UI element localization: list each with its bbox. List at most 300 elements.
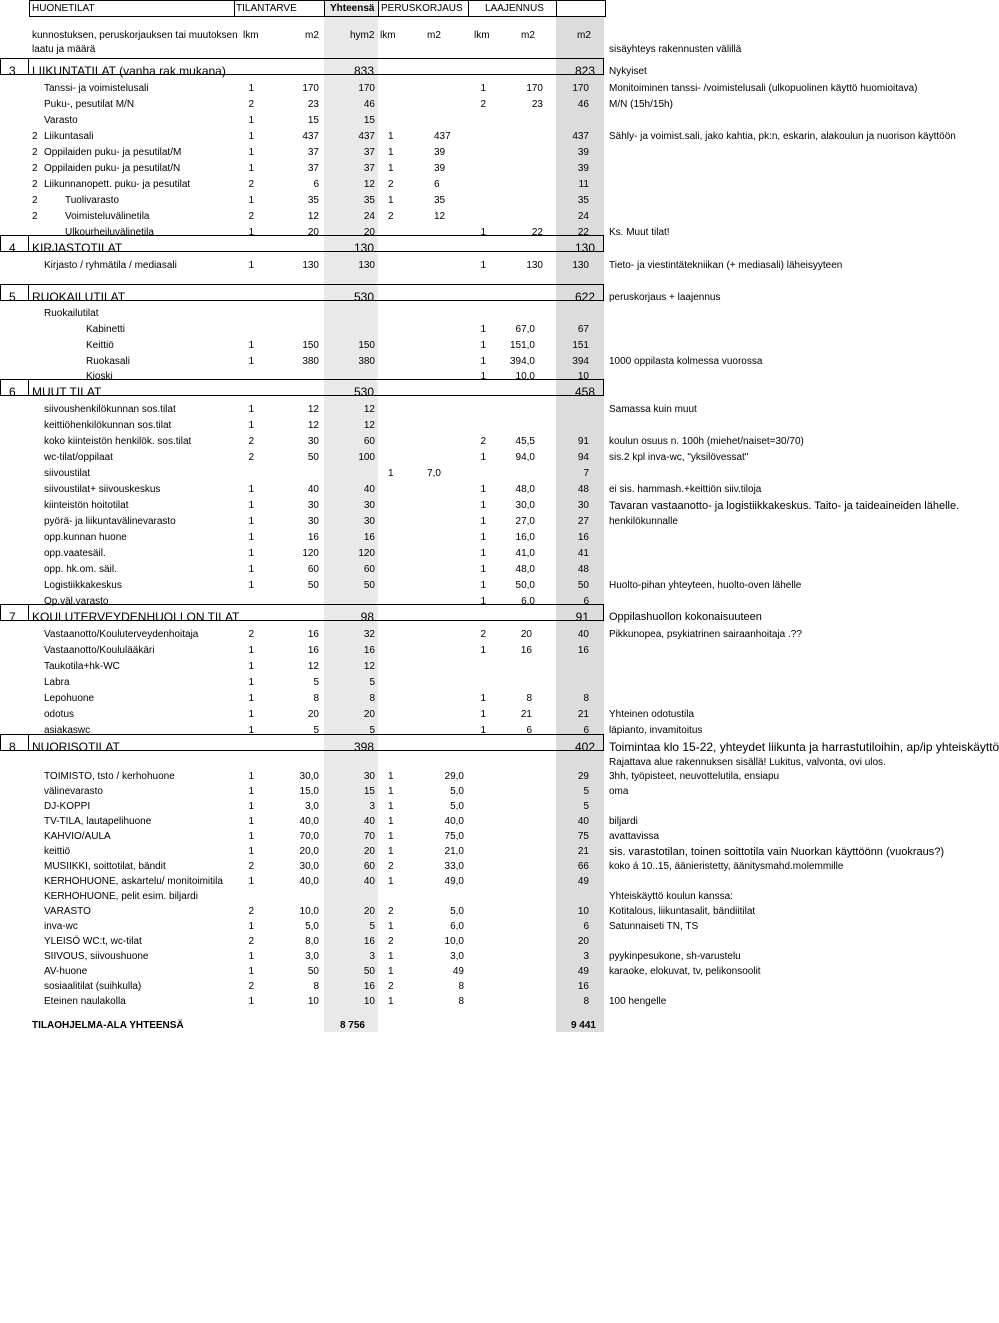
table-cell: 1 (388, 876, 394, 887)
table-cell: 1 (248, 195, 254, 206)
section-heading-cell: 3 (9, 64, 16, 78)
section-box-edge (28, 235, 29, 251)
table-cell: 5,0 (305, 921, 319, 932)
table-cell: 50 (577, 580, 589, 591)
table-cell: siivoustilat+ siivouskeskus (44, 484, 161, 495)
table-cell: 1 (480, 83, 486, 94)
table-cell: 2 (248, 906, 254, 917)
table-cell: 130 (302, 260, 319, 271)
table-cell: Logistiikkakeskus (44, 580, 122, 591)
table-cell: 16 (363, 981, 375, 992)
table-cell: 6 (583, 725, 589, 736)
table-cell: 3,0 (305, 951, 319, 962)
table-cell: 91 (577, 436, 589, 447)
table-cell: Kabinetti (86, 324, 125, 335)
table-cell: 5 (369, 725, 375, 736)
table-cell: Ruokasali (86, 356, 130, 367)
table-cell: DJ-KOPPI (44, 801, 91, 812)
section-box-edge (0, 284, 1, 300)
section-heading-cell: 7 (9, 610, 16, 624)
table-cell: 170 (358, 83, 375, 94)
table-cell: 2 (248, 936, 254, 947)
table-cell: 20 (363, 709, 375, 720)
table-cell: TILAOHJELMA-ALA YHTEENSÄ (32, 1020, 184, 1031)
table-cell: 16 (363, 532, 375, 543)
table-cell: 437 (572, 131, 589, 142)
table-cell: 15 (307, 115, 319, 126)
table-cell: 1 (388, 771, 394, 782)
table-cell: Satunnaiseti TN, TS (609, 921, 699, 932)
table-cell: 1 (248, 484, 254, 495)
table-cell: 20 (363, 227, 375, 238)
table-cell: 30 (577, 500, 589, 511)
table-cell: 2 (388, 211, 394, 222)
table-cell: 394,0 (509, 356, 535, 367)
table-cell: 16 (577, 532, 589, 543)
table-cell: 20 (363, 906, 375, 917)
table-cell: 15,0 (299, 786, 319, 797)
table-cell: 2 (248, 861, 254, 872)
header-label: lkm (474, 30, 490, 41)
table-cell: 1 (248, 831, 254, 842)
table-cell: 16 (577, 645, 589, 656)
table-cell: 2 (480, 629, 486, 640)
table-cell: 40 (577, 816, 589, 827)
table-cell: 437 (358, 131, 375, 142)
table-cell: 35 (307, 195, 319, 206)
section-box-edge (0, 734, 1, 750)
table-cell: SIIVOUS, siivoushuone (44, 951, 149, 962)
table-cell: 5,0 (450, 906, 464, 917)
table-cell: Oppilaiden puku- ja pesutilat/M (44, 147, 182, 158)
table-cell: välinevarasto (44, 786, 103, 797)
section-heading-cell: KIRJASTOTILAT (32, 241, 123, 255)
table-cell: 2 (32, 163, 38, 174)
table-cell: 12 (363, 179, 375, 190)
table-cell: 1 (480, 324, 486, 335)
table-cell: 170 (526, 83, 543, 94)
table-cell: YLEISÖ WC:t, wc-tilat (44, 936, 142, 947)
table-cell: 29,0 (444, 771, 464, 782)
table-cell: 1 (248, 83, 254, 94)
table-cell: 22 (577, 227, 589, 238)
table-cell: 1 (248, 147, 254, 158)
section-rule (0, 284, 604, 285)
section-rule (0, 734, 604, 735)
table-cell: 100 hengelle (609, 996, 667, 1007)
table-cell: 5 (583, 801, 589, 812)
section-rule (0, 58, 604, 59)
table-cell: 35 (577, 195, 589, 206)
section-heading-cell: 130 (574, 241, 595, 255)
table-cell: 94,0 (515, 452, 535, 463)
table-cell: 22 (531, 227, 543, 238)
table-cell: oma (609, 786, 629, 797)
table-cell: 1 (248, 709, 254, 720)
table-cell: 37 (307, 147, 319, 158)
table-cell: 1 (388, 468, 394, 479)
table-cell: opp. hk.om. säil. (44, 564, 117, 575)
table-cell: 50 (307, 966, 319, 977)
table-cell: 30 (363, 516, 375, 527)
section-heading-cell: KOULUTERVEYDENHUOLLON TILAT (32, 610, 240, 624)
table-cell: 1 (388, 951, 394, 962)
table-cell: 1 (248, 580, 254, 591)
table-cell: 1 (388, 163, 394, 174)
table-cell: 1 (248, 645, 254, 656)
table-cell: 1 (248, 876, 254, 887)
table-cell: 10,0 (444, 936, 464, 947)
table-cell: 94 (577, 452, 589, 463)
header-divider (378, 0, 379, 17)
table-cell: 1 (480, 340, 486, 351)
table-cell: 1 (388, 831, 394, 842)
table-cell: Huolto-pihan yhteyteen, huolto-oven lähelle (609, 580, 802, 591)
table-cell: 3,0 (450, 951, 464, 962)
table-cell: 1 (388, 786, 394, 797)
table-cell: 30 (307, 516, 319, 527)
table-cell: 1 (388, 147, 394, 158)
table-cell: 2 (388, 981, 394, 992)
table-cell: 150 (358, 340, 375, 351)
table-cell: 1 (388, 966, 394, 977)
table-cell: opp.vaatesäil. (44, 548, 106, 559)
header-label: Yhteensä (330, 3, 375, 14)
header-label: laatu ja määrä (32, 44, 96, 55)
table-cell: 1 (480, 709, 486, 720)
section-box-edge (603, 235, 604, 251)
table-cell: Ruokailutilat (44, 308, 99, 319)
table-cell: 380 (302, 356, 319, 367)
table-cell: 46 (363, 99, 375, 110)
table-cell: 12 (307, 404, 319, 415)
table-cell: Samassa kuin muut (609, 404, 697, 415)
table-cell: 1 (248, 801, 254, 812)
header-label: kunnostuksen, peruskorjauksen tai muutoksen (32, 30, 238, 41)
table-cell: 1 (480, 371, 486, 382)
section-heading-cell: 91 (575, 610, 589, 624)
table-cell: 1 (248, 966, 254, 977)
table-cell: Liikuntasali (44, 131, 94, 142)
table-cell: 8 (458, 996, 464, 1007)
table-cell: 1 (480, 452, 486, 463)
table-cell: 20,0 (299, 846, 319, 857)
table-cell: 1 (388, 131, 394, 142)
table-cell: odotus (44, 709, 75, 720)
table-cell: 12 (434, 211, 446, 222)
table-cell: 130 (526, 260, 543, 271)
table-cell: 120 (302, 548, 319, 559)
table-cell: 1 (248, 420, 254, 431)
header-divider (556, 0, 557, 17)
table-cell: koko kiinteistön henkilök. sos.tilat (44, 436, 192, 447)
table-cell: 1 (480, 725, 486, 736)
table-cell: koulun osuus n. 100h (miehet/naiset=30/70) (609, 436, 804, 447)
table-cell: 8 (583, 693, 589, 704)
table-cell: keittiö (44, 846, 71, 857)
table-cell: 1 (248, 115, 254, 126)
table-cell: 16 (520, 645, 532, 656)
table-cell: 3hh, työpisteet, neuvottelutila, ensiapu (609, 771, 780, 782)
table-cell: 394 (572, 356, 589, 367)
table-cell: Liikunnanopett. puku- ja pesutilat (44, 179, 191, 190)
table-cell: 20 (363, 846, 375, 857)
table-cell: 8 (583, 996, 589, 1007)
table-cell: 37 (363, 147, 375, 158)
table-cell: 10,0 (515, 371, 535, 382)
section-heading-cell: 458 (574, 385, 595, 399)
table-cell: 12 (363, 661, 375, 672)
header-label: TILANTARVE (236, 3, 297, 14)
table-cell: 130 (358, 260, 375, 271)
table-cell: 8 (526, 693, 532, 704)
table-cell: 2 (248, 629, 254, 640)
table-cell: 8 (313, 693, 319, 704)
table-cell: 2 (248, 99, 254, 110)
section-heading-cell: 402 (574, 740, 595, 754)
table-cell: 12 (363, 404, 375, 415)
section-heading-cell: 4 (9, 241, 16, 255)
table-cell: AV-huone (44, 966, 88, 977)
table-cell: 1 (248, 725, 254, 736)
table-cell: 5 (313, 677, 319, 688)
table-cell: Tuolivarasto (65, 195, 120, 206)
table-cell: 49 (452, 966, 464, 977)
table-cell: 1 (480, 532, 486, 543)
table-cell: 1 (248, 996, 254, 1007)
table-cell: 40,0 (299, 816, 319, 827)
table-cell: 37 (363, 163, 375, 174)
table-cell: 1 (248, 548, 254, 559)
section-heading-cell: 8 (9, 740, 16, 754)
table-cell: 6 (434, 179, 440, 190)
table-cell: 1 (248, 516, 254, 527)
table-cell: avattavissa (609, 831, 660, 842)
table-cell: 60 (307, 564, 319, 575)
section-box-edge (28, 734, 29, 750)
table-cell: 3,0 (305, 801, 319, 812)
table-cell: 60 (363, 861, 375, 872)
table-cell: 1 (248, 677, 254, 688)
table-cell: 1 (248, 951, 254, 962)
table-cell: 46 (577, 99, 589, 110)
table-cell: 35 (363, 195, 375, 206)
table-cell: 39 (577, 147, 589, 158)
table-cell: 20 (307, 227, 319, 238)
table-cell: 10,0 (299, 906, 319, 917)
table-cell: 1 (480, 227, 486, 238)
table-cell: 2 (388, 861, 394, 872)
section-heading-cell: LIIKUNTATILAT (vanha rak.mukana) (32, 64, 226, 78)
table-cell: 16 (307, 532, 319, 543)
table-cell: henkilökunnalle (609, 516, 678, 527)
table-cell: 1 (388, 816, 394, 827)
table-cell: 100 (358, 452, 375, 463)
table-cell: 33,0 (444, 861, 464, 872)
table-cell: 5 (369, 677, 375, 688)
table-cell: 170 (302, 83, 319, 94)
table-cell: Keittiö (86, 340, 114, 351)
section-heading-cell: 5 (9, 290, 16, 304)
section-box-edge (603, 284, 604, 300)
table-cell: 5,0 (450, 801, 464, 812)
table-cell: 5 (313, 725, 319, 736)
table-cell: 41,0 (515, 548, 535, 559)
table-cell: 1000 oppilasta kolmessa vuorossa (609, 356, 763, 367)
table-cell: 24 (577, 211, 589, 222)
table-cell: 1 (248, 163, 254, 174)
table-cell: 12 (307, 420, 319, 431)
section-box-edge (603, 379, 604, 395)
table-cell: 70 (363, 831, 375, 842)
header-label: lkm (243, 30, 259, 41)
table-cell: 40 (363, 816, 375, 827)
table-cell: 11 (578, 179, 589, 190)
table-cell: 27,0 (515, 516, 535, 527)
header-divider (468, 0, 469, 17)
table-cell: 50 (307, 452, 319, 463)
table-cell: 21,0 (444, 846, 464, 857)
table-cell: Monitoiminen tanssi- /voimistelusali (ulkopuolinen käyttö huomioitava) (609, 83, 918, 94)
table-cell: 16 (577, 981, 589, 992)
table-cell: 5,0 (450, 786, 464, 797)
section-heading-cell: 398 (353, 740, 374, 754)
total-rule (324, 1031, 604, 1032)
table-cell: 1 (388, 801, 394, 812)
table-cell: 2 (388, 936, 394, 947)
table-cell: 1 (248, 500, 254, 511)
table-cell: Vastaanotto/Kouluterveydenhoitaja (44, 629, 199, 640)
table-cell: 1 (248, 661, 254, 672)
table-cell: KAHVIO/AULA (44, 831, 111, 842)
table-cell: 5 (583, 786, 589, 797)
table-cell: 1 (388, 195, 394, 206)
section-heading-cell: 130 (353, 241, 374, 255)
table-cell: asiakaswc (44, 725, 91, 736)
table-cell: 151,0 (509, 340, 535, 351)
table-cell: 37 (307, 163, 319, 174)
table-cell: 9 441 (570, 1020, 596, 1031)
header-divider (324, 0, 325, 17)
table-cell: 170 (572, 83, 589, 94)
table-cell: 380 (358, 356, 375, 367)
table-cell: sosiaalitilat (suihkulla) (44, 981, 142, 992)
table-cell: 32 (363, 629, 375, 640)
table-cell: 67,0 (515, 324, 535, 335)
table-cell: 10 (363, 996, 375, 1007)
table-cell: 50 (307, 580, 319, 591)
table-cell: 3 (369, 801, 375, 812)
table-cell: Kirjasto / ryhmätila / mediasali (44, 260, 177, 271)
header-label: HUONETILAT (32, 3, 95, 14)
table-cell: Tavaran vastaanotto- ja logistiikkakeskus. Taito- ja taideaineiden lähelle. (609, 500, 960, 512)
section-box-edge (28, 604, 29, 620)
table-cell: 1 (248, 816, 254, 827)
table-cell: MUSIIKKI, soittotilat, bändit (44, 861, 166, 872)
table-cell: 16 (363, 645, 375, 656)
table-cell: 40 (307, 484, 319, 495)
table-cell: 40 (363, 484, 375, 495)
table-cell: 40 (577, 629, 589, 640)
table-cell: 1 (248, 921, 254, 932)
table-cell: KERHOHUONE, askartelu/ monitoimitila (44, 876, 223, 887)
table-cell: 39 (434, 147, 446, 158)
section-heading-cell: 530 (353, 385, 374, 399)
table-cell: Puku-, pesutilat M/N (44, 99, 135, 110)
section-heading-cell: 833 (353, 64, 374, 78)
table-cell: 1 (480, 693, 486, 704)
section-box-edge (603, 734, 604, 750)
table-cell: Voimisteluvälinetila (65, 211, 150, 222)
table-cell: 6 (583, 921, 589, 932)
table-cell: 12 (363, 420, 375, 431)
table-cell: 1 (248, 786, 254, 797)
table-cell: 75,0 (444, 831, 464, 842)
table-cell: 6,0 (450, 921, 464, 932)
table-cell: kiinteistön hoitotilat (44, 500, 129, 511)
table-cell: karaoke, elokuvat, tv, pelikonsoolit (609, 966, 761, 977)
table-cell: Op.väl.varasto (44, 596, 109, 607)
table-cell: 2 (480, 99, 486, 110)
table-cell: 70,0 (299, 831, 319, 842)
table-cell: 48,0 (515, 564, 535, 575)
table-cell: Tanssi- ja voimistelusali (44, 83, 149, 94)
table-cell: Yhteiskäyttö koulun kanssa: (609, 891, 733, 902)
table-cell: 30 (307, 436, 319, 447)
table-cell: 50,0 (515, 580, 535, 591)
section-box-edge (28, 58, 29, 74)
section-box-edge (28, 284, 29, 300)
table-cell: 1 (248, 693, 254, 704)
table-cell: 24 (363, 211, 375, 222)
table-cell: Ks. Muut tilat! (609, 227, 670, 238)
section-box-edge (0, 379, 1, 395)
section-heading-cell: RUOKAILUTILAT (32, 290, 126, 304)
table-cell: 39 (577, 163, 589, 174)
table-cell: Ulkourheiluvälinetila (65, 227, 154, 238)
table-cell: 67 (577, 324, 589, 335)
table-cell: keittiöhenkilökunnan sos.tilat (44, 420, 172, 431)
table-cell: Lepohuone (44, 693, 95, 704)
table-cell: 2 (248, 211, 254, 222)
table-cell: läpianto, invamitoitus (609, 725, 703, 736)
table-cell: 1 (248, 404, 254, 415)
table-cell: inva-wc (44, 921, 78, 932)
table-cell: 21 (520, 709, 532, 720)
table-cell: M/N (15h/15h) (609, 99, 673, 110)
table-cell: 10 (577, 371, 589, 382)
table-cell: 16 (307, 645, 319, 656)
section-heading-cell: NUORISOTILAT (32, 740, 120, 754)
table-cell: 437 (302, 131, 319, 142)
table-cell: Yhteinen odotustila (609, 709, 695, 720)
table-cell: 5 (369, 921, 375, 932)
header-label: lkm (380, 30, 396, 41)
table-cell: 49 (577, 966, 589, 977)
section-heading-cell: Oppilashuollon kokonaisuuteen (609, 611, 762, 623)
table-cell: 1 (248, 771, 254, 782)
table-cell: 1 (480, 500, 486, 511)
section-heading-cell: Nykyiset (609, 66, 647, 77)
table-cell: siivoushenkilökunnan sos.tilat (44, 404, 176, 415)
header-label: m2 (577, 30, 591, 41)
table-cell: opp.kunnan huone (44, 532, 127, 543)
table-cell: 41 (577, 548, 589, 559)
table-cell: siivoustilat (44, 468, 91, 479)
table-cell: 2 (32, 147, 38, 158)
table-cell: 1 (388, 921, 394, 932)
table-cell: 6 (583, 596, 589, 607)
